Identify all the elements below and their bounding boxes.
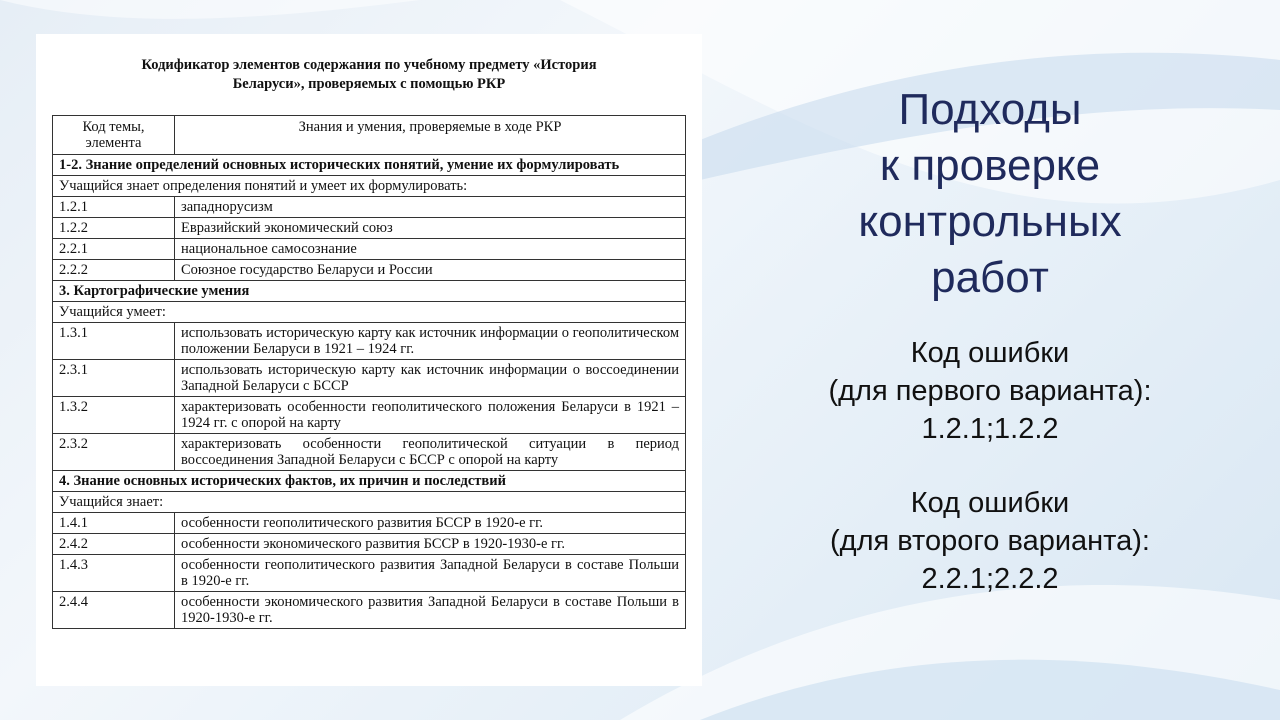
table-row: 1.2.2 Евразийский экономический союз: [53, 218, 686, 239]
table-row: 1.3.1 использовать историческую карту как источник информации о геополитическом положении Беларуси в 1921 – 1924 гг.: [53, 323, 686, 360]
table-row: 2.2.1 национальное самосознание: [53, 239, 686, 260]
table-row: 1.3.2 характеризовать особенности геополитического положения Беларуси в 1921 – 1924 гг. с опорой на карту: [53, 397, 686, 434]
table-row: 1.2.1 западнорусизм: [53, 197, 686, 218]
table-header-row: [53, 116, 686, 155]
table-row: 2.4.4 особенности экономического развития Западной Беларуси в составе Польши в 1920-1930-е гг.: [53, 592, 686, 629]
section-title-row: 3. Картографические умения: [53, 281, 686, 302]
section-intro-row: Учащийся умеет:: [53, 302, 686, 323]
header-code: Код темы, элемента: [53, 116, 175, 155]
table-row: 2.2.2 Союзное государство Беларуси и России: [53, 260, 686, 281]
codifier-document: [36, 34, 702, 686]
slide-heading: Подходы к проверке контрольных работ: [858, 85, 1122, 302]
section-intro-row: Учащийся знает:: [53, 492, 686, 513]
section-title-row: 4. Знание основных исторических фактов, их причин и последствий: [53, 471, 686, 492]
right-panel: [760, 82, 1220, 598]
table-row: 2.4.2 особенности экономического развития БССР в 1920-1930-е гг.: [53, 534, 686, 555]
header-description: Знания и умения, проверяемые в ходе РКР: [175, 116, 686, 155]
section-title-row: 1-2. Знание определений основных исторических понятий, умение их формулировать: [53, 155, 686, 176]
error-code-variant-1: Код ошибки (для первого варианта): 1.2.1;1.2.2: [828, 337, 1152, 445]
codifier-table: [52, 115, 686, 629]
section-intro-row: Учащийся знает определения понятий и умеет их формулировать:: [53, 176, 686, 197]
table-row: 2.3.1 использовать историческую карту как источник информации о воссоединении Западной Беларуси с БССР: [53, 360, 686, 397]
document-title: Кодификатор элементов содержания по учебному предмету «История Беларуси», проверяемых с помощью РКР: [141, 57, 597, 92]
table-row: 1.4.1 особенности геополитического развития БССР в 1920-е гг.: [53, 513, 686, 534]
error-code-variant-2: Код ошибки (для второго варианта): 2.2.1;2.2.2: [830, 487, 1150, 595]
table-row: 1.4.3 особенности геополитического развития Западной Беларуси в составе Польши в 1920-е гг.: [53, 555, 686, 592]
table-row: 2.3.2 характеризовать особенности геополитической ситуации в период воссоединения Западной Беларуси с БССР с опорой на карту: [53, 434, 686, 471]
